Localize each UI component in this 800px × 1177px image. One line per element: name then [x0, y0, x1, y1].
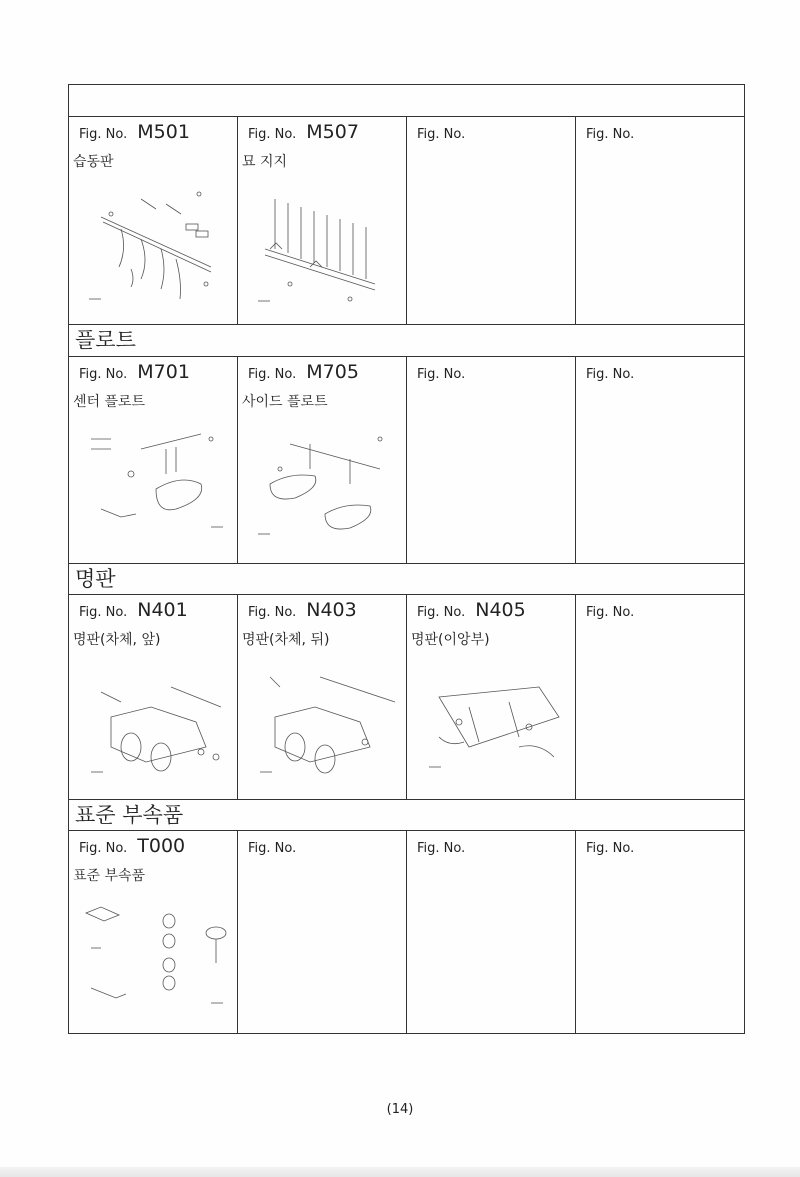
figure-cell-n401[interactable]	[69, 595, 238, 799]
figure-cell-t000[interactable]	[69, 831, 238, 1033]
parts-diagram-thumbnail	[419, 667, 569, 777]
fig-number: Fig. No. M507	[248, 121, 359, 143]
fig-number: Fig. No.	[586, 841, 635, 856]
fig-number: Fig. No.	[417, 367, 466, 382]
fig-code: N405	[475, 599, 526, 621]
section-header-float: 플로트	[69, 325, 744, 357]
fig-title: 묘 지지	[242, 154, 288, 170]
figure-cell-m705[interactable]	[238, 357, 407, 563]
figure-index-table	[68, 84, 745, 1034]
scan-edge-shadow	[0, 1167, 800, 1177]
figure-cell-n405[interactable]	[407, 595, 576, 799]
section-header-standard-accessories: 표준 부속품	[69, 800, 744, 831]
fig-number: Fig. No. M701	[79, 361, 190, 383]
fig-number: Fig. No.	[586, 367, 635, 382]
parts-diagram-thumbnail	[250, 667, 400, 777]
figure-row	[69, 595, 744, 800]
fig-code: M701	[137, 361, 190, 383]
fig-title: 명판(차체, 뒤)	[242, 632, 330, 648]
fig-code: M507	[306, 121, 359, 143]
parts-diagram-thumbnail	[81, 429, 231, 539]
fig-title: 센터 플로트	[73, 394, 146, 410]
figure-row	[69, 117, 744, 325]
fig-number: Fig. No.	[586, 605, 635, 620]
parts-diagram-thumbnail	[250, 189, 400, 309]
section-header-nameplate: 명판	[69, 564, 744, 595]
parts-diagram-thumbnail	[81, 667, 231, 777]
parts-diagram-thumbnail	[81, 189, 231, 309]
fig-number: Fig. No.	[417, 127, 466, 142]
fig-number: Fig. No.	[586, 127, 635, 142]
figure-cell-empty	[576, 357, 744, 563]
fig-code: N403	[306, 599, 357, 621]
fig-code: M501	[137, 121, 190, 143]
parts-diagram-thumbnail	[250, 429, 400, 539]
figure-cell-empty	[576, 117, 744, 324]
fig-number: Fig. No. T000	[79, 835, 186, 857]
figure-row	[69, 357, 744, 564]
figure-cell-m507[interactable]	[238, 117, 407, 324]
fig-number: Fig. No.	[248, 841, 297, 856]
figure-cell-empty	[407, 831, 576, 1033]
figure-row	[69, 831, 744, 1033]
fig-title: 사이드 플로트	[242, 394, 328, 410]
fig-title: 습동판	[73, 154, 114, 170]
fig-code: M705	[306, 361, 359, 383]
figure-cell-empty	[576, 595, 744, 799]
fig-code: N401	[137, 599, 188, 621]
fig-number: Fig. No. N401	[79, 599, 188, 621]
fig-number: Fig. No.	[417, 841, 466, 856]
figure-cell-empty	[576, 831, 744, 1033]
fig-title: 명판(이앙부)	[411, 632, 490, 648]
figure-cell-empty	[407, 357, 576, 563]
figure-cell-n403[interactable]	[238, 595, 407, 799]
fig-code: T000	[137, 835, 186, 857]
figure-cell-m701[interactable]	[69, 357, 238, 563]
fig-title: 명판(차체, 앞)	[73, 632, 161, 648]
fig-number: Fig. No. M501	[79, 121, 190, 143]
fig-number: Fig. No. N405	[417, 599, 526, 621]
figure-cell-m501[interactable]	[69, 117, 238, 324]
figure-cell-empty	[238, 831, 407, 1033]
fig-title: 표준 부속품	[73, 868, 146, 884]
parts-diagram-thumbnail	[81, 903, 231, 1013]
figure-cell-empty	[407, 117, 576, 324]
fig-number: Fig. No. M705	[248, 361, 359, 383]
fig-number: Fig. No. N403	[248, 599, 357, 621]
section-header-blank	[69, 85, 744, 117]
page-number: (14)	[386, 1102, 414, 1117]
